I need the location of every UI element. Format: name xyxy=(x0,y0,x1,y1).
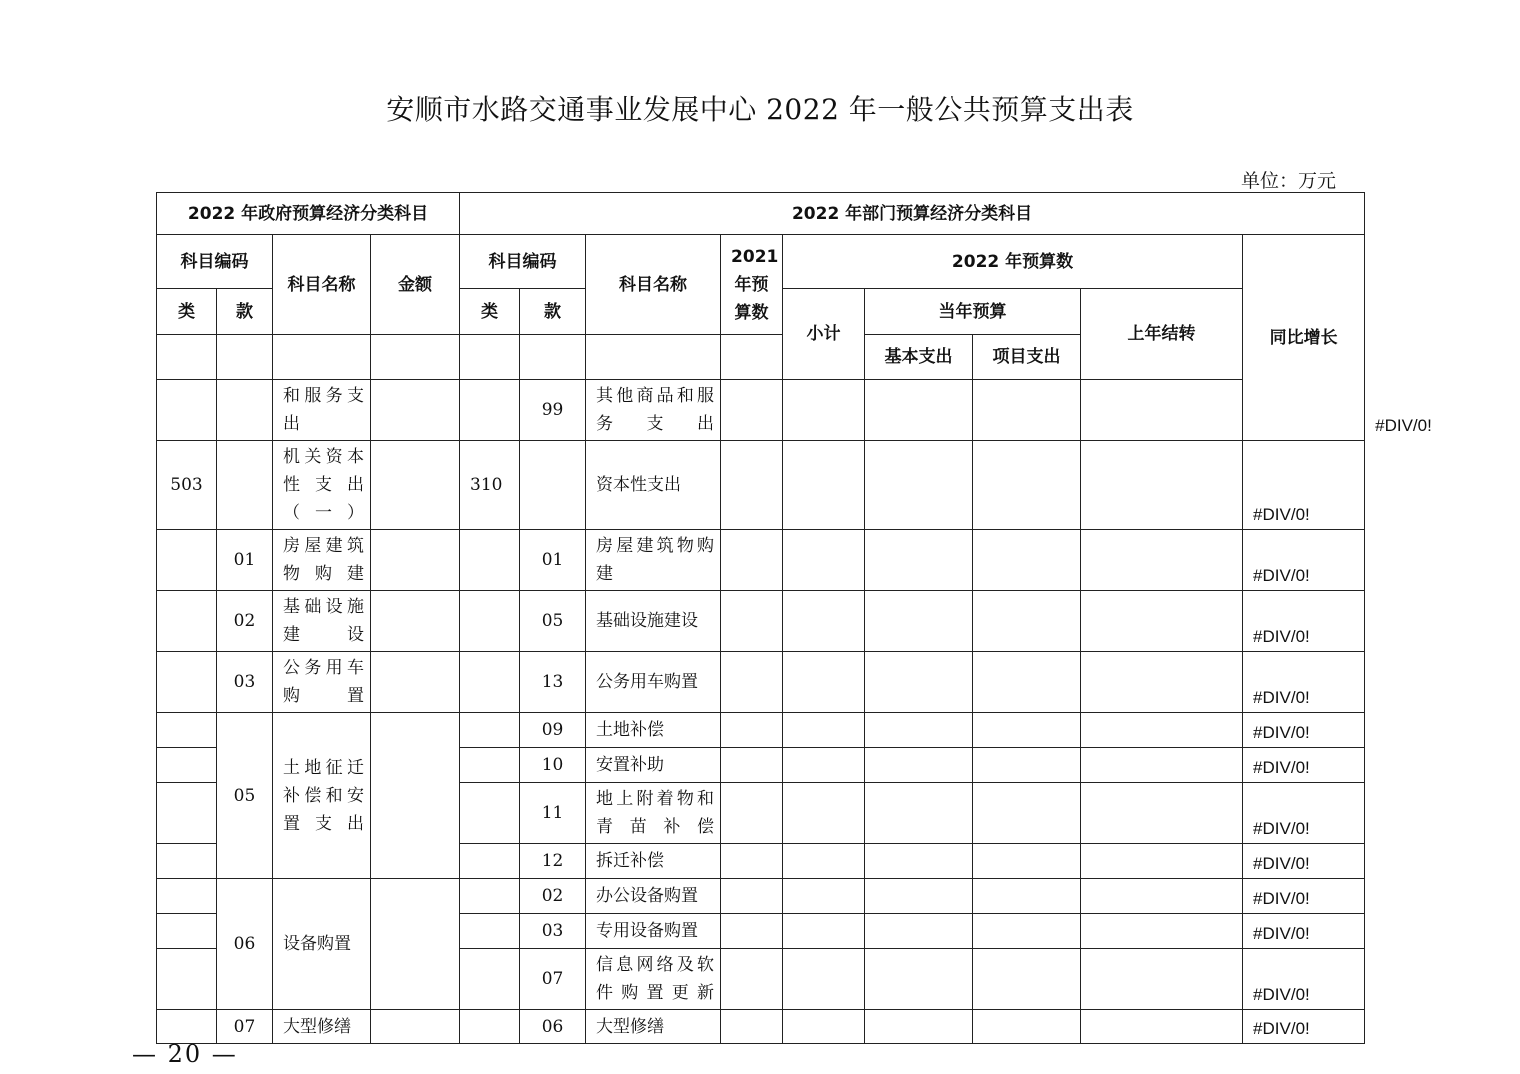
dept-kuan-cell: 11 xyxy=(520,783,586,844)
dept-kuan-cell: 99 xyxy=(520,380,586,441)
yoy-cell: #DIV/0! xyxy=(1243,1010,1365,1044)
subtotal-cell xyxy=(783,441,865,530)
yoy-cell: #DIV/0! xyxy=(1243,879,1365,914)
basic-expense-cell xyxy=(865,879,973,914)
gov-lei-cell xyxy=(157,949,217,1010)
page-number: — 20 — xyxy=(132,1040,238,1068)
dept-name-cell: 基础设施建设 xyxy=(586,591,721,652)
yoy-cell: #DIV/0! xyxy=(1243,441,1365,530)
dept-lei-cell xyxy=(460,914,520,949)
subtotal-cell xyxy=(783,380,865,441)
amount-cell xyxy=(371,380,460,441)
dept-kuan-cell xyxy=(520,441,586,530)
dept-lei-cell xyxy=(460,844,520,879)
gov-kuan-cell: 05 xyxy=(217,713,273,879)
subtotal-cell xyxy=(783,783,865,844)
amount-cell xyxy=(371,652,460,713)
carry-over-cell xyxy=(1081,713,1243,748)
project-expense-cell xyxy=(973,713,1081,748)
gov-lei-cell xyxy=(157,914,217,949)
amount-cell xyxy=(371,879,460,1010)
table-row xyxy=(157,879,1365,914)
gov-name-cell: 公务用车购置 xyxy=(273,652,371,713)
dept-name-cell: 安置补助 xyxy=(586,748,721,783)
dept-name-cell: 资本性支出 xyxy=(586,441,721,530)
dept-kuan-cell: 09 xyxy=(520,713,586,748)
prev-budget-cell xyxy=(721,748,783,783)
gov-lei-cell xyxy=(157,844,217,879)
gov-name-cell: 基础设施建设 xyxy=(273,591,371,652)
carry-over-cell xyxy=(1081,879,1243,914)
table-row xyxy=(157,591,1365,652)
prev-budget-cell xyxy=(721,713,783,748)
dept-name-cell: 土地补偿 xyxy=(586,713,721,748)
carry-over-cell xyxy=(1081,380,1243,441)
gov-lei-cell xyxy=(157,380,217,441)
gov-lei-cell xyxy=(157,748,217,783)
prev-budget-cell xyxy=(721,652,783,713)
subtotal-cell xyxy=(783,844,865,879)
carry-over-cell xyxy=(1081,652,1243,713)
gov-lei-header: 类 xyxy=(157,289,217,335)
project-expense-cell xyxy=(973,879,1081,914)
dept-lei-cell xyxy=(460,783,520,844)
dept-lei-cell xyxy=(460,713,520,748)
dept-section-header: 2022 年部门预算经济分类科目 xyxy=(460,193,1365,235)
unit-label: 单位：万元 xyxy=(1240,170,1336,192)
prev-budget-cell xyxy=(721,879,783,914)
amount-cell xyxy=(371,441,460,530)
dept-kuan-cell: 12 xyxy=(520,844,586,879)
header-row xyxy=(157,193,1365,235)
subtotal-cell xyxy=(783,652,865,713)
gov-name-cell: 机关资本性支出（一） xyxy=(273,441,371,530)
table-row xyxy=(157,1010,1365,1044)
dept-kuan-cell: 02 xyxy=(520,879,586,914)
table-row xyxy=(157,652,1365,713)
carry-over-cell xyxy=(1081,844,1243,879)
project-expense-cell xyxy=(973,530,1081,591)
gov-lei-cell xyxy=(157,530,217,591)
gov-kuan-cell xyxy=(217,441,273,530)
carry-over-cell xyxy=(1081,1010,1243,1044)
dept-name-cell: 专用设备购置 xyxy=(586,914,721,949)
basic-expense-cell xyxy=(865,441,973,530)
subtotal-cell xyxy=(783,530,865,591)
empty-cell xyxy=(371,335,460,380)
dept-lei-cell: 310 xyxy=(460,441,520,530)
prev-budget-cell xyxy=(721,380,783,441)
gov-kuan-cell: 07 xyxy=(217,1010,273,1044)
project-expense-header: 项目支出 xyxy=(973,335,1081,380)
gov-kuan-cell: 01 xyxy=(217,530,273,591)
basic-expense-cell xyxy=(865,1010,973,1044)
project-expense-cell xyxy=(973,844,1081,879)
yoy-cell: #DIV/0! xyxy=(1243,652,1365,713)
table-row xyxy=(157,713,1365,748)
header-row xyxy=(157,235,1365,289)
dept-name-cell: 其他商品和服务支出 xyxy=(586,380,721,441)
subtotal-header: 小计 xyxy=(783,289,865,380)
empty-cell xyxy=(217,335,273,380)
yoy-cell: #DIV/0! xyxy=(1243,914,1365,949)
dept-lei-cell xyxy=(460,879,520,914)
dept-lei-cell xyxy=(460,530,520,591)
empty-cell xyxy=(273,335,371,380)
basic-expense-cell xyxy=(865,591,973,652)
dept-lei-cell xyxy=(460,591,520,652)
prev-budget-cell xyxy=(721,441,783,530)
dept-lei-cell xyxy=(460,652,520,713)
dept-kuan-header: 款 xyxy=(520,289,586,335)
carry-over-header: 上年结转 xyxy=(1081,289,1243,380)
basic-expense-cell xyxy=(865,914,973,949)
prev-budget-cell xyxy=(721,1010,783,1044)
dept-lei-cell xyxy=(460,1010,520,1044)
table-row xyxy=(157,441,1365,530)
yoy-cell: #DIV/0! xyxy=(1243,949,1365,1010)
basic-expense-cell xyxy=(865,844,973,879)
empty-cell xyxy=(157,335,217,380)
dept-subject-name-header: 科目名称 xyxy=(586,235,721,335)
gov-name-cell: 土地征迁补偿和安置支出 xyxy=(273,713,371,879)
dept-lei-cell xyxy=(460,380,520,441)
carry-over-cell xyxy=(1081,949,1243,1010)
gov-lei-cell xyxy=(157,713,217,748)
gov-name-cell: 房屋建筑物购建 xyxy=(273,530,371,591)
carry-over-cell xyxy=(1081,591,1243,652)
subtotal-cell xyxy=(783,748,865,783)
basic-expense-cell xyxy=(865,530,973,591)
gov-lei-cell: 503 xyxy=(157,441,217,530)
basic-expense-cell xyxy=(865,713,973,748)
empty-cell xyxy=(586,335,721,380)
gov-name-cell: 大型修缮 xyxy=(273,1010,371,1044)
gov-subject-name-header: 科目名称 xyxy=(273,235,371,335)
project-expense-cell xyxy=(973,783,1081,844)
gov-kuan-cell xyxy=(217,380,273,441)
gov-name-cell: 设备购置 xyxy=(273,879,371,1010)
basic-expense-cell xyxy=(865,652,973,713)
dept-kuan-cell: 13 xyxy=(520,652,586,713)
gov-kuan-cell: 06 xyxy=(217,879,273,1010)
project-expense-cell xyxy=(973,748,1081,783)
empty-cell xyxy=(460,335,520,380)
dept-lei-cell xyxy=(460,949,520,1010)
gov-kuan-header: 款 xyxy=(217,289,273,335)
gov-lei-cell xyxy=(157,591,217,652)
dept-kuan-cell: 03 xyxy=(520,914,586,949)
budget-2022-header: 2022 年预算数 xyxy=(783,235,1243,289)
subtotal-cell xyxy=(783,949,865,1010)
subtotal-cell xyxy=(783,914,865,949)
project-expense-cell xyxy=(973,652,1081,713)
dept-name-cell: 信息网络及软件购置更新 xyxy=(586,949,721,1010)
dept-kuan-cell: 05 xyxy=(520,591,586,652)
yoy-cell: #DIV/0! xyxy=(1243,591,1365,652)
dept-lei-cell xyxy=(460,748,520,783)
dept-subject-code-header: 科目编码 xyxy=(460,235,586,289)
carry-over-cell xyxy=(1081,914,1243,949)
basic-expense-cell xyxy=(865,748,973,783)
prev-budget-cell xyxy=(721,783,783,844)
gov-kuan-cell: 03 xyxy=(217,652,273,713)
budget-table xyxy=(156,192,1432,1044)
gov-subject-code-header: 科目编码 xyxy=(157,235,273,289)
basic-expense-cell xyxy=(865,380,973,441)
amount-cell xyxy=(371,530,460,591)
table-row xyxy=(157,530,1365,591)
gov-lei-cell xyxy=(157,652,217,713)
project-expense-cell xyxy=(973,591,1081,652)
table-row: 和服务支出 99 其他商品和服务支出 #DIV/0! xyxy=(157,380,1365,441)
project-expense-cell xyxy=(973,949,1081,1010)
basic-expense-cell xyxy=(865,783,973,844)
dept-kuan-cell: 01 xyxy=(520,530,586,591)
dept-name-cell: 拆迁补偿 xyxy=(586,844,721,879)
yoy-cell: #DIV/0! xyxy=(1243,783,1365,844)
basic-expense-cell xyxy=(865,949,973,1010)
subtotal-cell xyxy=(783,713,865,748)
amount-header: 金额 xyxy=(371,235,460,335)
current-budget-header: 当年预算 xyxy=(865,289,1081,335)
empty-cell xyxy=(721,335,783,380)
carry-over-cell xyxy=(1081,441,1243,530)
yoy-cell: #DIV/0! xyxy=(1243,844,1365,879)
amount-cell xyxy=(371,591,460,652)
dept-kuan-cell: 07 xyxy=(520,949,586,1010)
gov-lei-cell xyxy=(157,1010,217,1044)
project-expense-cell xyxy=(973,1010,1081,1044)
subtotal-cell xyxy=(783,879,865,914)
project-expense-cell xyxy=(973,441,1081,530)
dept-name-cell: 大型修缮 xyxy=(586,1010,721,1044)
dept-name-cell: 房屋建筑物购建 xyxy=(586,530,721,591)
gov-name-cell: 和服务支出 xyxy=(273,380,371,441)
gov-lei-cell xyxy=(157,783,217,844)
subtotal-cell xyxy=(783,1010,865,1044)
dept-lei-header: 类 xyxy=(460,289,520,335)
prev-budget-cell xyxy=(721,844,783,879)
gov-kuan-cell: 02 xyxy=(217,591,273,652)
dept-name-cell: 地上附着物和青苗补偿 xyxy=(586,783,721,844)
yoy-cell: #DIV/0! xyxy=(1243,530,1365,591)
basic-expense-header: 基本支出 xyxy=(865,335,973,380)
yoy-growth-header: 同比增长 xyxy=(1243,235,1365,441)
yoy-cell: #DIV/0! xyxy=(1243,748,1365,783)
dept-name-cell: 公务用车购置 xyxy=(586,652,721,713)
carry-over-cell xyxy=(1081,748,1243,783)
prev-budget-cell xyxy=(721,591,783,652)
prev-budget-cell xyxy=(721,530,783,591)
yoy-cell: #DIV/0! xyxy=(1243,713,1365,748)
prev-budget-cell xyxy=(721,914,783,949)
amount-cell xyxy=(371,713,460,879)
dept-kuan-cell: 10 xyxy=(520,748,586,783)
carry-over-cell xyxy=(1081,530,1243,591)
project-expense-cell xyxy=(973,380,1081,441)
prev-budget-header: 2021 年预算数 xyxy=(721,235,783,335)
amount-cell xyxy=(371,1010,460,1044)
gov-section-header: 2022 年政府预算经济分类科目 xyxy=(157,193,460,235)
page-title: 安顺市水路交通事业发展中心 2022 年一般公共预算支出表 xyxy=(386,93,1134,126)
dept-name-cell: 办公设备购置 xyxy=(586,879,721,914)
carry-over-cell xyxy=(1081,783,1243,844)
project-expense-cell xyxy=(973,914,1081,949)
gov-lei-cell xyxy=(157,879,217,914)
empty-cell xyxy=(520,335,586,380)
prev-budget-cell xyxy=(721,949,783,1010)
dept-kuan-cell: 06 xyxy=(520,1010,586,1044)
subtotal-cell xyxy=(783,591,865,652)
